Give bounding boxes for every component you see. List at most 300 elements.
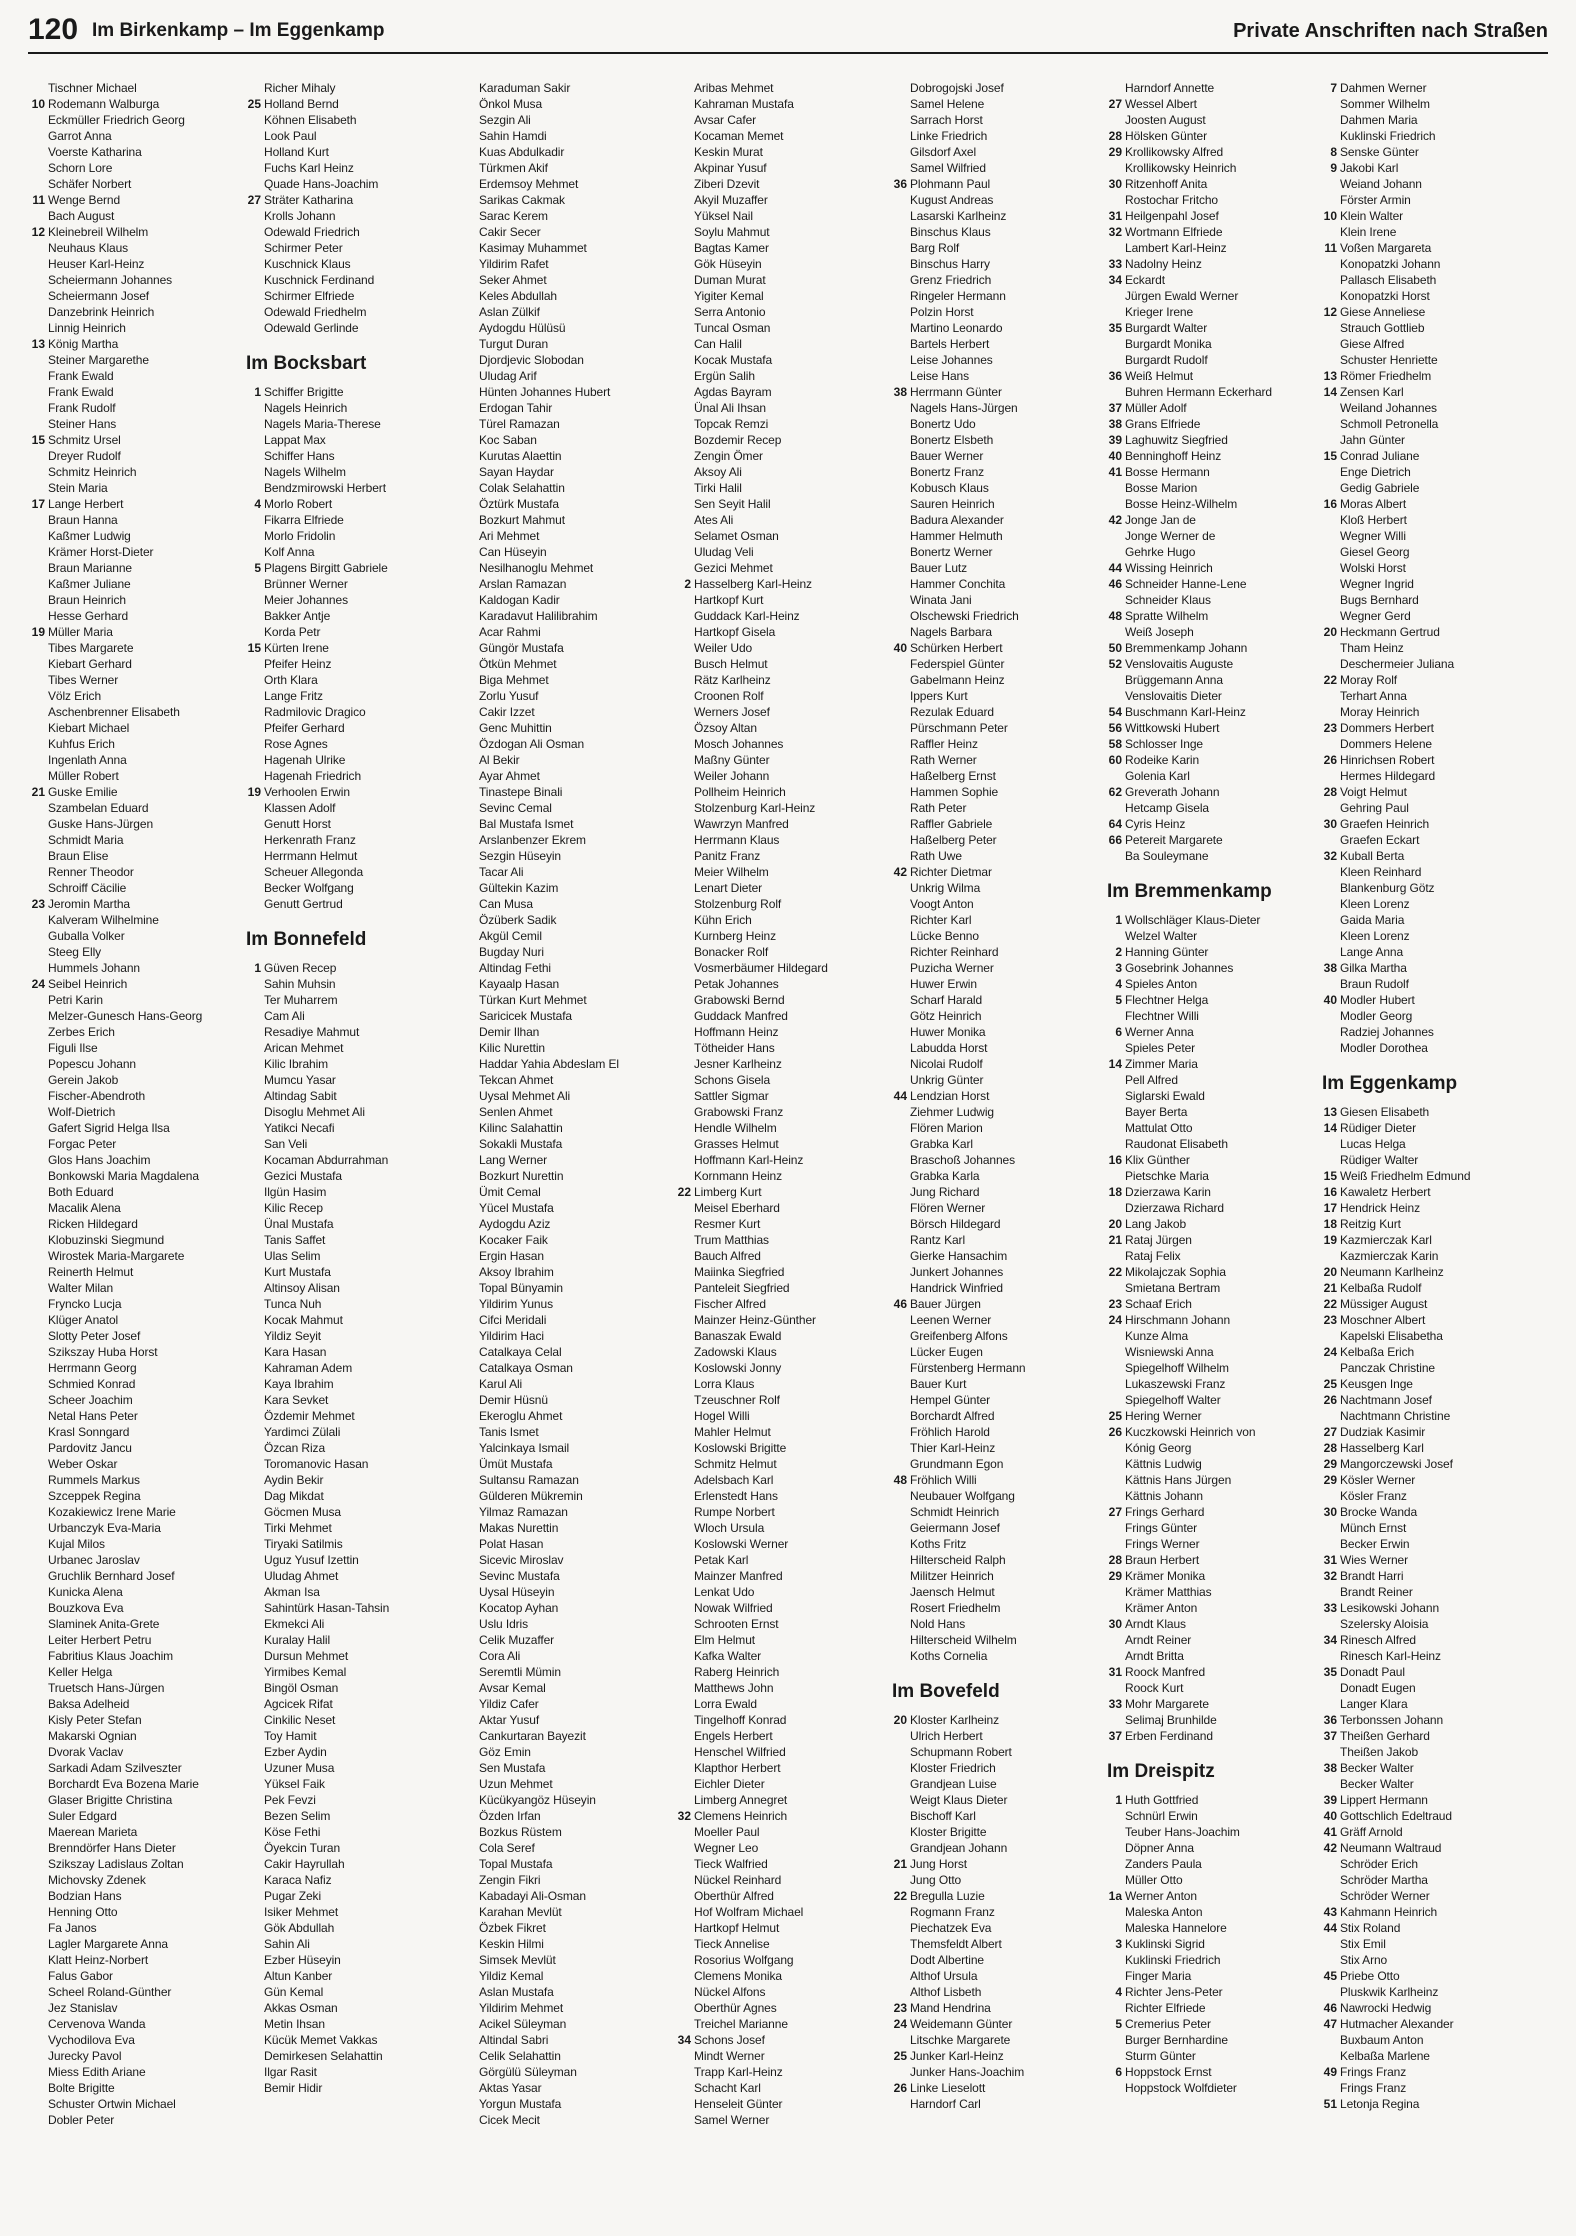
resident-name: Serra Antonio xyxy=(694,305,766,319)
directory-entry xyxy=(890,1616,1100,1632)
directory-entry xyxy=(674,1920,884,1936)
directory-entry xyxy=(28,624,238,640)
house-number: 42 xyxy=(1108,513,1122,527)
directory-entry xyxy=(244,720,454,736)
directory-entry xyxy=(459,656,669,672)
resident-name: Guddack Karl-Heinz xyxy=(694,609,800,623)
resident-name: Hasselberg Karl-Heinz xyxy=(694,577,812,591)
resident-name: Acar Rahmi xyxy=(479,625,541,639)
directory-entry xyxy=(28,1248,238,1264)
resident-name: Aktas Yasar xyxy=(479,2081,542,2095)
directory-entry xyxy=(28,240,238,256)
resident-name: Sevinc Cemal xyxy=(479,801,552,815)
directory-entry xyxy=(890,1472,1100,1488)
resident-name: Wolski Horst xyxy=(1340,561,1406,575)
directory-entry xyxy=(244,1312,454,1328)
directory-entry xyxy=(674,1680,884,1696)
directory-entry xyxy=(459,240,669,256)
directory-entry xyxy=(244,2000,454,2016)
resident-name: Sevinc Mustafa xyxy=(479,1569,560,1583)
resident-name: Tischner Michael xyxy=(48,81,137,95)
directory-entry xyxy=(244,2032,454,2048)
directory-entry xyxy=(28,2112,238,2128)
directory-entry xyxy=(244,240,454,256)
resident-name: Hogel Willi xyxy=(694,1409,750,1423)
resident-name: Tiryaki Satilmis xyxy=(264,1537,343,1551)
resident-name: Tekcan Ahmet xyxy=(479,1073,554,1087)
directory-entry xyxy=(890,1968,1100,1984)
resident-name: Müller Maria xyxy=(48,625,113,639)
directory-entry xyxy=(1320,656,1530,672)
directory-entry xyxy=(459,1904,669,1920)
resident-name: Urbanec Jaroslav xyxy=(48,1553,140,1567)
street-heading xyxy=(244,912,454,960)
resident-name: Bonkowski Maria Magdalena xyxy=(48,1169,199,1183)
resident-name: Bonertz Werner xyxy=(910,545,993,559)
directory-entry xyxy=(459,1216,669,1232)
resident-name: Holland Kurt xyxy=(264,145,329,159)
house-number: 15 xyxy=(247,641,261,655)
directory-entry xyxy=(244,736,454,752)
directory-entry xyxy=(459,208,669,224)
resident-name: Bischoff Karl xyxy=(910,1809,976,1823)
house-number: 25 xyxy=(893,2049,907,2063)
resident-name: Haßelberg Ernst xyxy=(910,769,996,783)
resident-name: Arslan Ramazan xyxy=(479,577,567,591)
house-number: 40 xyxy=(893,641,907,655)
house-number: 26 xyxy=(1323,1393,1337,1407)
house-number: 28 xyxy=(1323,1441,1337,1455)
directory-entry xyxy=(890,2096,1100,2112)
directory-entry xyxy=(674,176,884,192)
resident-name: Samel Werner xyxy=(694,2113,770,2127)
directory-entry xyxy=(459,1024,669,1040)
resident-name: Rezulak Eduard xyxy=(910,705,994,719)
directory-entry xyxy=(890,1888,1100,1904)
directory-entry xyxy=(674,2032,884,2048)
directory-entry xyxy=(244,160,454,176)
directory-entry xyxy=(674,1952,884,1968)
directory-entry xyxy=(459,2080,669,2096)
directory-entry xyxy=(1320,1824,1530,1840)
house-number: 10 xyxy=(1323,209,1337,223)
resident-name: Gülderen Mükremin xyxy=(479,1489,583,1503)
resident-name: Pardovitz Jancu xyxy=(48,1441,132,1455)
resident-name: Radmilovic Dragico xyxy=(264,705,366,719)
directory-entry xyxy=(674,112,884,128)
directory-entry xyxy=(674,1904,884,1920)
resident-name: Braun Rudolf xyxy=(1340,977,1409,991)
directory-entry xyxy=(459,272,669,288)
directory-entry xyxy=(890,1440,1100,1456)
resident-name: Rosorius Wolfgang xyxy=(694,1953,794,1967)
resident-name: Dudziak Kasimir xyxy=(1340,1425,1426,1439)
resident-name: Pietschke Maria xyxy=(1125,1169,1209,1183)
directory-entry xyxy=(244,1264,454,1280)
directory-entry xyxy=(244,848,454,864)
directory-entry xyxy=(674,720,884,736)
resident-name: Schons Josef xyxy=(694,2033,765,2047)
resident-name: Hünten Johannes Hubert xyxy=(479,385,611,399)
resident-name: Modler Dorothea xyxy=(1340,1041,1428,1055)
directory-entry xyxy=(1105,1104,1315,1120)
resident-name: Uludag Veli xyxy=(694,545,754,559)
resident-name: Yildiz Cafer xyxy=(479,1697,539,1711)
resident-name: Klobuzinski Siegmund xyxy=(48,1233,165,1247)
directory-entry xyxy=(1105,224,1315,240)
resident-name: Kabadayi Ali-Osman xyxy=(479,1889,586,1903)
resident-name: Koc Saban xyxy=(479,433,537,447)
directory-entry xyxy=(244,960,454,976)
resident-name: Simsek Mevlüt xyxy=(479,1953,556,1967)
directory-entry xyxy=(1320,1728,1530,1744)
resident-name: Ari Mehmet xyxy=(479,529,540,543)
directory-entry xyxy=(28,1312,238,1328)
resident-name: Kleen Lorenz xyxy=(1340,929,1410,943)
directory-entry xyxy=(459,816,669,832)
directory-entry xyxy=(244,1440,454,1456)
directory-entry xyxy=(28,1024,238,1040)
resident-name: Samel Wilfried xyxy=(910,161,986,175)
house-number: 32 xyxy=(677,1809,691,1823)
resident-name: Frings Werner xyxy=(1125,1537,1200,1551)
directory-entry xyxy=(674,1232,884,1248)
resident-name: Bouzkova Eva xyxy=(48,1601,124,1615)
resident-name: Elm Helmut xyxy=(694,1633,756,1647)
directory-entry xyxy=(1105,400,1315,416)
directory-entry xyxy=(459,1584,669,1600)
resident-name: Colak Selahattin xyxy=(479,481,565,495)
directory-entry xyxy=(674,208,884,224)
resident-name: Lucas Helga xyxy=(1340,1137,1406,1151)
directory-entry xyxy=(244,1280,454,1296)
resident-name: Becker Erwin xyxy=(1340,1537,1410,1551)
resident-name: Lasarski Karlheinz xyxy=(910,209,1007,223)
resident-name: Steiner Hans xyxy=(48,417,117,431)
house-number: 11 xyxy=(32,193,45,207)
directory-entry xyxy=(890,1136,1100,1152)
resident-name: Kónig Georg xyxy=(1125,1441,1192,1455)
directory-entry xyxy=(890,1808,1100,1824)
resident-name: Ezber Aydin xyxy=(264,1745,327,1759)
resident-name: Topal Mustafa xyxy=(479,1857,553,1871)
directory-entry xyxy=(244,560,454,576)
resident-name: Richter Karl xyxy=(910,913,972,927)
resident-name: Kürten Irene xyxy=(264,641,329,655)
directory-entry xyxy=(674,1664,884,1680)
directory-entry xyxy=(1320,1776,1530,1792)
house-number: 18 xyxy=(1323,1217,1337,1231)
directory-entry xyxy=(244,1536,454,1552)
resident-name: Kuralay Halil xyxy=(264,1633,331,1647)
resident-name: Mumcu Yasar xyxy=(264,1073,336,1087)
directory-entry xyxy=(1105,1376,1315,1392)
directory-entry xyxy=(244,1696,454,1712)
directory-entry xyxy=(459,1376,669,1392)
directory-entry xyxy=(244,1488,454,1504)
resident-name: Ritzenhoff Anita xyxy=(1125,177,1208,191)
directory-entry xyxy=(674,1184,884,1200)
house-number: 42 xyxy=(1323,1841,1337,1855)
directory-entry xyxy=(1320,848,1530,864)
resident-name: Althof Lisbeth xyxy=(910,1985,982,1999)
house-number: 11 xyxy=(1324,241,1337,255)
directory-entry xyxy=(890,1040,1100,1056)
directory-entry xyxy=(1320,400,1530,416)
resident-name: Badura Alexander xyxy=(910,513,1004,527)
house-number: 12 xyxy=(1323,305,1337,319)
resident-name: Zanders Paula xyxy=(1125,1857,1202,1871)
resident-name: Bonacker Rolf xyxy=(694,945,769,959)
directory-entry xyxy=(890,1344,1100,1360)
directory-entry xyxy=(459,512,669,528)
resident-name: Treichel Marianne xyxy=(694,2017,788,2031)
resident-name: Lagler Margarete Anna xyxy=(48,1937,168,1951)
resident-name: Wessel Albert xyxy=(1125,97,1197,111)
directory-entry xyxy=(244,448,454,464)
resident-name: Uludag Arif xyxy=(479,369,537,383)
directory-entry xyxy=(674,1040,884,1056)
resident-name: Agdas Bayram xyxy=(694,385,772,399)
directory-entry xyxy=(890,800,1100,816)
directory-entry xyxy=(28,1392,238,1408)
resident-name: Bosse Marion xyxy=(1125,481,1198,495)
directory-entry xyxy=(674,912,884,928)
resident-name: Kurnberg Heinz xyxy=(694,929,776,943)
directory-entry xyxy=(890,1392,1100,1408)
directory-entry xyxy=(28,1888,238,1904)
resident-name: Köhnen Elisabeth xyxy=(264,113,357,127)
directory-entry xyxy=(1105,1248,1315,1264)
directory-entry xyxy=(28,1584,238,1600)
directory-entry xyxy=(244,416,454,432)
directory-entry xyxy=(28,1104,238,1120)
directory-entry xyxy=(1320,2080,1530,2096)
resident-name: Müssiger August xyxy=(1340,1297,1428,1311)
resident-name: Bonertz Udo xyxy=(910,417,976,431)
directory-entry xyxy=(890,2000,1100,2016)
directory-entry xyxy=(1320,1200,1530,1216)
resident-name: Neuhaus Klaus xyxy=(48,241,129,255)
resident-name: Ümüt Mustafa xyxy=(479,1457,553,1471)
running-head-streets: Im Birkenkamp – Im Eggenkamp xyxy=(92,20,385,41)
resident-name: Letonja Regina xyxy=(1340,2097,1420,2111)
resident-name: Fürstenberg Hermann xyxy=(910,1361,1026,1375)
directory-entry xyxy=(459,224,669,240)
resident-name: Scheuer Allegonda xyxy=(264,865,364,879)
directory-entry xyxy=(1105,1664,1315,1680)
directory-entry xyxy=(1105,192,1315,208)
resident-name: Golenia Karl xyxy=(1125,769,1190,783)
directory-entry xyxy=(28,464,238,480)
directory-entry xyxy=(459,1872,669,1888)
resident-name: Reitzig Kurt xyxy=(1340,1217,1401,1231)
directory-entry xyxy=(1320,208,1530,224)
resident-name: Krämer Matthias xyxy=(1125,1585,1212,1599)
directory-entry xyxy=(1105,1344,1315,1360)
directory-entry xyxy=(459,352,669,368)
resident-name: Türkmen Akif xyxy=(479,161,548,175)
directory-entry xyxy=(28,1552,238,1568)
directory-entry xyxy=(459,416,669,432)
directory-entry xyxy=(1105,1200,1315,1216)
directory-entry xyxy=(1105,2032,1315,2048)
directory-entry xyxy=(1320,2000,1530,2016)
directory-entry xyxy=(244,1888,454,1904)
directory-entry xyxy=(1320,304,1530,320)
resident-name: Ünal Mustafa xyxy=(264,1217,334,1231)
directory-entry xyxy=(1105,1552,1315,1568)
resident-name: Harndorf Carl xyxy=(910,2097,981,2111)
resident-name: Konopatzki Johann xyxy=(1340,257,1441,271)
directory-entry xyxy=(1320,720,1530,736)
house-number: 41 xyxy=(1108,465,1122,479)
directory-entry xyxy=(1105,1680,1315,1696)
directory-entry xyxy=(28,176,238,192)
house-number: 32 xyxy=(1323,849,1337,863)
resident-name: Döpner Anna xyxy=(1125,1841,1194,1855)
directory-entry xyxy=(1320,80,1530,96)
directory-entry xyxy=(890,1840,1100,1856)
directory-entry xyxy=(244,1968,454,1984)
resident-name: Herrmann Klaus xyxy=(694,833,780,847)
directory-entry xyxy=(1320,240,1530,256)
directory-entry xyxy=(1320,176,1530,192)
resident-name: Weiß Helmut xyxy=(1125,369,1194,383)
resident-name: Richter Jens-Peter xyxy=(1125,1985,1223,1999)
resident-name: Themsfeldt Albert xyxy=(910,1937,1002,1951)
directory-entry xyxy=(1320,2048,1530,2064)
resident-name: Göz Emin xyxy=(479,1745,531,1759)
resident-name: Rodemann Walburga xyxy=(48,97,160,111)
resident-name: Dreyer Rudolf xyxy=(48,449,121,463)
directory-entry xyxy=(1320,1712,1530,1728)
directory-entry xyxy=(28,1792,238,1808)
directory-entry xyxy=(890,1312,1100,1328)
resident-name: Metin Ihsan xyxy=(264,2017,325,2031)
directory-entry xyxy=(1320,1568,1530,1584)
resident-name: Schupmann Robert xyxy=(910,1745,1012,1759)
directory-entry xyxy=(890,1536,1100,1552)
directory-entry xyxy=(244,112,454,128)
directory-entry xyxy=(244,864,454,880)
directory-entry xyxy=(459,1600,669,1616)
directory-entry xyxy=(674,1264,884,1280)
resident-name: Tibes Werner xyxy=(48,673,119,687)
resident-name: Verhoolen Erwin xyxy=(264,785,350,799)
resident-name: Bezen Selim xyxy=(264,1809,331,1823)
directory-entry xyxy=(459,336,669,352)
directory-entry xyxy=(28,1056,238,1072)
page-number: 120 xyxy=(28,13,79,46)
resident-name: Hammen Sophie xyxy=(910,785,999,799)
directory-entry xyxy=(890,1200,1100,1216)
resident-name: Voigt Helmut xyxy=(1340,785,1407,799)
directory-entry xyxy=(890,1952,1100,1968)
directory-entry xyxy=(28,2096,238,2112)
directory-entry xyxy=(459,944,669,960)
directory-entry xyxy=(1320,1264,1530,1280)
resident-name: Lang Jakob xyxy=(1125,1217,1187,1231)
directory-entry xyxy=(459,576,669,592)
house-number: 5 xyxy=(1115,993,1122,1007)
resident-name: Kloster Brigitte xyxy=(910,1825,987,1839)
directory-entry xyxy=(459,688,669,704)
resident-name: San Veli xyxy=(264,1137,308,1151)
resident-name: Wisniewski Anna xyxy=(1125,1345,1214,1359)
directory-entry xyxy=(244,800,454,816)
house-number: 24 xyxy=(31,977,45,991)
resident-name: Nagels Heinrich xyxy=(264,401,348,415)
directory-entry xyxy=(890,208,1100,224)
directory-entry xyxy=(890,864,1100,880)
house-number: 48 xyxy=(1108,609,1122,623)
directory-entry xyxy=(28,1744,238,1760)
directory-entry xyxy=(459,1168,669,1184)
house-number: 21 xyxy=(1323,1281,1337,1295)
resident-name: Kilic Ibrahim xyxy=(264,1057,329,1071)
resident-name: Frings Gerhard xyxy=(1125,1505,1205,1519)
directory-entry xyxy=(459,1936,669,1952)
resident-name: Hutmacher Alexander xyxy=(1340,2017,1454,2031)
directory-entry xyxy=(1105,1904,1315,1920)
resident-name: Laghuwitz Siegfried xyxy=(1125,433,1228,447)
directory-entry xyxy=(890,512,1100,528)
house-number: 28 xyxy=(1323,785,1337,799)
resident-name: Schmidt Maria xyxy=(48,833,124,847)
resident-name: Aksoy Ibrahim xyxy=(479,1265,554,1279)
directory-entry xyxy=(459,1152,669,1168)
directory-entry xyxy=(1105,640,1315,656)
resident-name: Arndt Reiner xyxy=(1125,1633,1192,1647)
resident-name: Rose Agnes xyxy=(264,737,328,751)
directory-entry xyxy=(890,368,1100,384)
resident-name: Hilterscheid Ralph xyxy=(910,1553,1006,1567)
resident-name: Kara Hasan xyxy=(264,1345,327,1359)
house-number: 43 xyxy=(1323,1905,1337,1919)
house-number: 12 xyxy=(31,225,45,239)
house-number: 23 xyxy=(31,897,45,911)
directory-entry xyxy=(459,1312,669,1328)
resident-name: Kuczkowski Heinrich von xyxy=(1125,1425,1256,1439)
resident-name: Kuschnick Klaus xyxy=(264,257,351,271)
resident-name: Jurecky Pavol xyxy=(48,2049,122,2063)
resident-name: Dahmen Maria xyxy=(1340,113,1418,127)
directory-entry xyxy=(244,224,454,240)
resident-name: Jakobi Karl xyxy=(1340,161,1399,175)
resident-name: Becker Walter xyxy=(1340,1777,1414,1791)
directory-entry xyxy=(244,1424,454,1440)
resident-name: Eckardt xyxy=(1125,273,1165,287)
resident-name: Rummels Markus xyxy=(48,1473,140,1487)
house-number: 19 xyxy=(247,785,261,799)
resident-name: Odewald Gerlinde xyxy=(264,321,359,335)
resident-name: Uludag Ahmet xyxy=(264,1569,339,1583)
house-number: 31 xyxy=(1323,1553,1337,1567)
resident-name: Zensen Karl xyxy=(1340,385,1404,399)
directory-entry xyxy=(28,592,238,608)
resident-name: Rüdiger Walter xyxy=(1340,1153,1419,1167)
directory-entry xyxy=(459,1776,669,1792)
resident-name: Panczak Christine xyxy=(1340,1361,1436,1375)
resident-name: Giesel Georg xyxy=(1340,545,1410,559)
resident-name: Glaser Brigitte Christina xyxy=(48,1793,173,1807)
directory-entry xyxy=(28,384,238,400)
resident-name: Ötkün Mehmet xyxy=(479,657,557,671)
resident-name: Blankenburg Götz xyxy=(1340,881,1435,895)
directory-entry xyxy=(1320,752,1530,768)
directory-entry xyxy=(1105,1392,1315,1408)
